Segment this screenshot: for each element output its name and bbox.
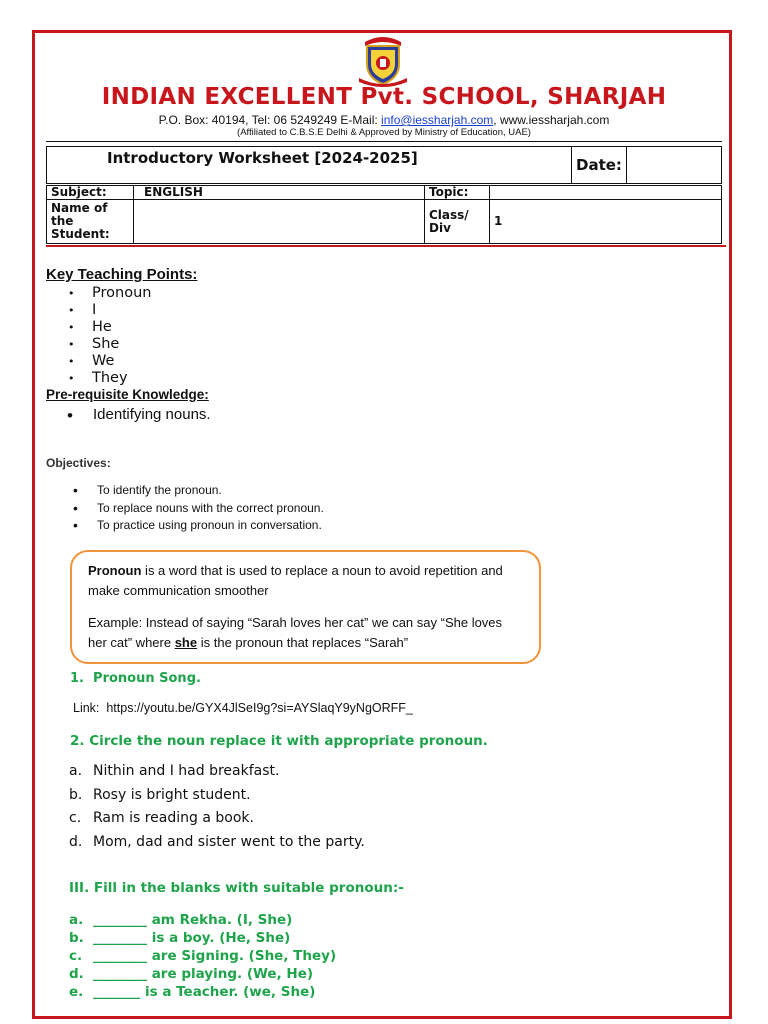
song-link: Link: https://youtu.be/GYX4JlSeI9g?si=AYSlaqY9yNgORFF_ <box>73 701 413 715</box>
section2-list <box>69 760 365 854</box>
topic-field[interactable] <box>490 186 722 200</box>
affiliation-note: (Affiliated to C.B.S.E Delhi & Approved by Ministry of Education, UAE) <box>237 127 531 138</box>
list-item: d. Mom, dad and sister went to the party. <box>69 833 365 850</box>
student-name-label: Name of the Student: <box>47 200 134 244</box>
list-item: • To replace nouns with the correct pronoun. <box>71 500 324 518</box>
school-name: INDIAN EXCELLENT Pvt. SCHOOL, SHARJAH <box>101 84 667 110</box>
list-item: c. ________ are Signing. (She, They) <box>69 948 337 964</box>
list-item: c. Ram is reading a book. <box>69 810 254 826</box>
list-item: a. Nithin and I had breakfast. <box>69 763 280 779</box>
section3-title: III. Fill in the blanks with suitable pronoun:- <box>69 880 404 896</box>
list-item: • We <box>66 353 151 370</box>
student-name-field[interactable] <box>134 200 425 244</box>
list-item: • I <box>66 302 151 319</box>
school-address: P.O. Box: 40194, Tel: 06 5249249 E-Mail: info@iessharjah.com, www.iessharjah.com <box>158 113 610 127</box>
prereq-list <box>67 406 211 423</box>
worksheet-title: Introductory Worksheet [2024-2025] <box>47 147 572 184</box>
school-crest-logo <box>355 34 411 88</box>
list-item: e. _______ is a Teacher. (we, She) <box>69 984 316 1000</box>
list-item: • Identifying nouns. <box>67 406 211 423</box>
section2-title: 2. Circle the noun replace it with appropriate pronoun. <box>70 733 488 749</box>
topic-label: Topic: <box>425 186 490 200</box>
class-label: Class/ Div <box>425 200 490 244</box>
section1-title: 1. Pronoun Song. <box>70 671 201 686</box>
list-item: • They <box>66 370 151 387</box>
worksheet-title-table <box>46 146 722 184</box>
email-link[interactable]: info@iessharjah.com <box>381 113 494 127</box>
definition-text: Pronoun is a word that is used to replace a noun to avoid repetition and make communication smoother <box>88 563 503 598</box>
date-label: Date: <box>572 147 627 184</box>
subject-value: ENGLISH <box>134 186 425 200</box>
list-item: • To identify the pronoun. <box>71 482 324 500</box>
prereq-heading: Pre-requisite Knowledge: <box>46 387 209 402</box>
list-item: d. ________ are playing. (We, He) <box>69 966 314 982</box>
list-item: a. ________ am Rekha. (I, She) <box>69 912 293 928</box>
table-underline <box>46 245 726 247</box>
definition-example: Example: Instead of saying “Sarah loves her cat” we can say “She loves her cat” where she is the pronoun that replaces “Sarah” <box>88 615 503 650</box>
objectives-heading: Objectives: <box>46 456 111 470</box>
class-value[interactable]: 1 <box>490 200 722 244</box>
list-item: • She <box>66 336 151 353</box>
date-field[interactable] <box>626 147 721 184</box>
definition-box <box>70 550 541 664</box>
list-item: • He <box>66 319 151 336</box>
list-item: b. ________ is a boy. (He, She) <box>69 930 291 946</box>
list-item: • To practice using pronoun in conversation. <box>71 517 324 535</box>
header-divider <box>46 141 722 142</box>
list-item: b. Rosy is bright student. <box>69 786 251 803</box>
subject-label: Subject: <box>47 186 134 200</box>
student-info-table <box>46 185 722 244</box>
list-item: • Pronoun <box>66 285 151 302</box>
song-url[interactable]: https://youtu.be/GYX4JlSeI9g?si=AYSlaqY9yNgORFF_ <box>106 701 413 715</box>
objectives-list <box>71 482 324 535</box>
key-points-heading: Key Teaching Points: <box>46 266 198 283</box>
section3-list <box>69 911 336 1001</box>
key-points-list <box>66 285 151 387</box>
